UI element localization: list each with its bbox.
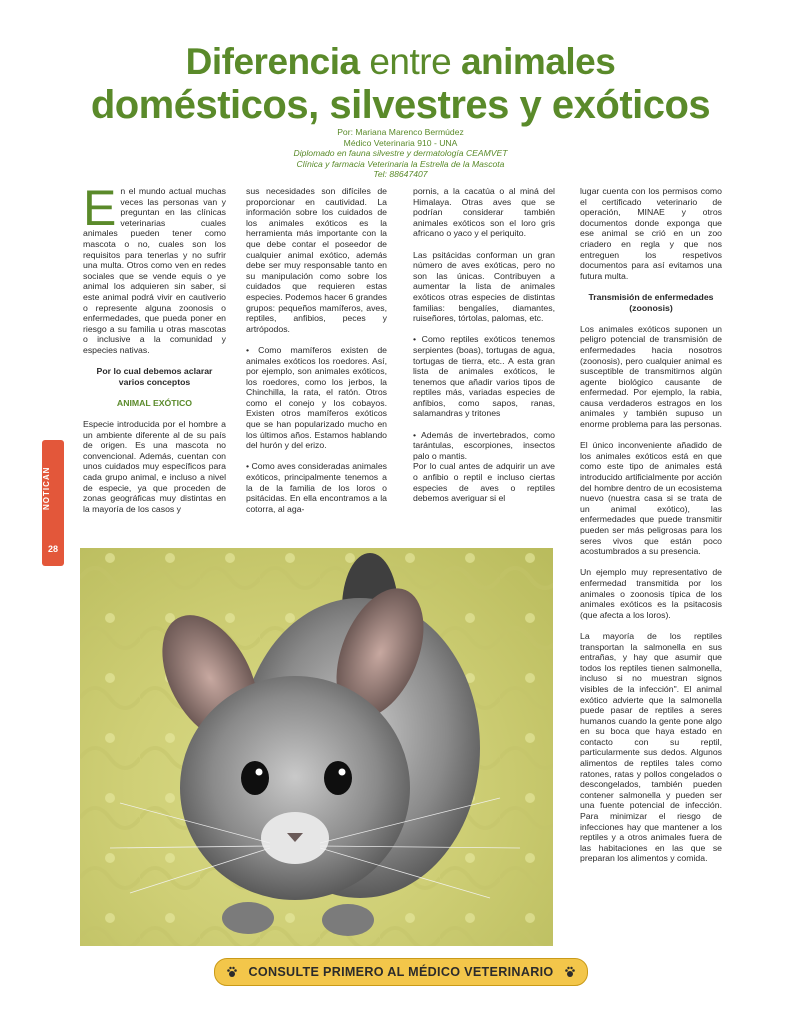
byline-credential: Médico Veterinaria 910 - UNA [343, 137, 458, 148]
byline-clinic: Clínica y farmacia Veterinaria la Estrella de la Mascota [296, 158, 505, 169]
byline-author: Por: Mariana Marenco Bermúdez [337, 127, 464, 137]
col4-paragraph-3: El único inconveniente añadido de los animales exóticos está en que como este tipo de animales está introducido artificialmente por acción del hombre dentro de un ecosistema nuevo (nuestra casa si se trata de un animal exótico), las enfermedades que puede transmitir pueden ser más peligrosas para los seres vivos que están poco acostumbrados a su presencia. [580, 440, 722, 557]
article-column-3 [413, 186, 555, 514]
col4-paragraph-1: lugar cuenta con los permisos como el certificado veterinario de operación, MINAE y otros documentos donde exponga que ese animal se crió en un zoo criadero en regla y que nos entreguen los respetivos documentos para así evitamos una futura multa. [580, 186, 722, 281]
col2-paragraph-birds: • Como aves consideradas animales exóticos, principalmente tenemos a la de la familia de los loros o psitácidas. En ella encontramos a la cotorra, al aga- [246, 461, 387, 514]
intro-text: n el mundo actual muchas veces las personas van y preguntan en las clínicas veterinarias cuales animales pueden tener como mascota o no, cuales son los requisitos para tenerlas y no sufrir una multa. Otros como ven en redes sociales que se vende equis o ye animal los adquieren sin saber, si este animal podrá vivir en cautiverio o represente alguna zoonosis o enfermedades, que pueda poner en riesgo a su familia u otras mascotas o inclusive a la comunidad y especies nativas. [83, 186, 226, 355]
subhead-concepts: Por lo cual debemos aclarar varios conceptos [96, 366, 213, 387]
definition-paragraph: Especie introducida por el hombre a un ambiente diferente al de su país de origen. Es una mascota no convencional. Además, cuentan con unos cuidados muy específicos para cada grupo animal, e incluso a nivel de especie, ya que proceden de zonas geográficas muy distintas en la mayoría de los casos y [83, 419, 226, 514]
article-column-2 [246, 186, 387, 525]
title-word-entre: entre [369, 41, 452, 82]
section-heading-animal-exotico: ANIMAL EXÓTICO [116, 397, 193, 408]
col3-paragraph-1: pornis, a la cacatúa o al miná del Himalaya. Otras aves que se podrían considerar también animales exóticos son el loro gris africano o yaco y el periquito. [413, 186, 555, 239]
magazine-brand: NOTICAN [42, 466, 51, 510]
col3-paragraph-psitacidas: Las psitácidas conforman un gran número de aves exóticas, pero no son las únicas. Contribuyen a aumentar la lista de animales exóticos otras especies de distintas familias: bengalíes, diamantes, ruiseñores, tórtolas, palomas, etc. [413, 249, 555, 324]
footer-banner [214, 958, 588, 986]
subhead-zoonosis: Transmisión de enfermedades (zoonosis) [588, 291, 714, 313]
chinchilla-photo [80, 548, 553, 946]
title-word-diferencia: Diferencia [185, 41, 360, 82]
col4-paragraph-5: La mayoría de los reptiles transportan la salmonella en sus entrañas, y hay que asumir que todos los reptiles tienen salmonella, incluso si no muestran signos visibles de la infección". El animal exótico advierte que la salmonella puede pasar de reptiles a seres humanos cuando la gente pone algo en su boca que haya estado en contacto con su reptil, particularmente sus dedos. Algunos alimentos de reptiles tales como ratones, ratas y pollos congelados o descongelados, también pueden contener salmonella y pueden ser una fuente potencial de infección. Para minimizar el riesgo de infecciones hay que mantener a los reptiles y a otros animales fuera de las habitaciones en las que se preparan los alimentos y comida. [580, 630, 722, 864]
col4-paragraph-4: Un ejemplo muy representativo de enfermedad transmitida por los animales o zoonosis típica de los animales exóticos es la psitacosis (que afecta a los loros). [580, 567, 722, 620]
col3-paragraph-reptiles: • Como reptiles exóticos tenemos serpientes (boas), tortugas de agua, tortugas de tierra, etc.. A esta gran lista de animales exóticos, le tenemos que añadir varios tipos de reptiles más, variadas especies de anfibios, como sapos, ranas, salamandras y tritones [413, 334, 555, 419]
paw-icon [226, 966, 238, 978]
article-column-4 [580, 186, 722, 875]
col3-paragraph-invertebrates: • Además de invertebrados, como tarántulas, escorpiones, insectos palo o mantis. [413, 429, 555, 461]
footer-text: CONSULTE PRIMERO AL MÉDICO VETERINARIO [248, 965, 554, 979]
col2-paragraph-mammals: • Como mamíferos existen de animales exóticos los roedores. Así, por ejemplo, son animales exóticos, los roedores, como los jerbos, la Chinchilla, la rata, el ratón. Otros como el conejo y los cobayos. Existen otros mamíferos exóticos que se han popularizado mucho en los últimos años. Estamos hablando del hurón y del erizo. [246, 344, 387, 451]
article-title-line2: domésticos, silvestres y exóticos [90, 83, 711, 127]
col4-paragraph-2: Los animales exóticos suponen un peligro potencial de transmisión de enfermedades hacia nosotros (zoonosis), pero cualquier animal es susceptible de transmitirnos algún agente biológico causante de enfermedad. Por ejemplo, la rabia, causa verdaderos estragos en los animales y también supuso un enorme problema para las personas. [580, 323, 722, 430]
author-byline [0, 127, 801, 180]
col2-paragraph-1: sus necesidades son difíciles de proporcionar en cautividad. La información sobre los cuidados de los animales exóticos es la herramienta más importante con la que debe contar el poseedor de cualquier animal exótico, además debe ser muy responsable tanto en su manipulación como sobre los cuidados que requieren estas especies. Podemos hacer 6 grandes grupos: pequeños mamíferos, aves, reptiles, anfibios, peces y artrópodos. [246, 186, 388, 334]
drop-cap: E [83, 180, 117, 236]
byline-diploma: Diplomado en fauna silvestre y dermatología CEAMVET [293, 148, 508, 159]
page-number: 28 [47, 544, 58, 554]
byline-phone: Tel: 88647407 [373, 169, 428, 180]
article-column-1 [83, 180, 226, 525]
col3-paragraph-permits: Por lo cual antes de adquirir un ave o anfibio o reptil e incluso ciertas especies de aves o reptiles debemos averiguar si el [413, 461, 555, 504]
article-title-line1 [0, 40, 801, 84]
intro-paragraph [83, 180, 226, 356]
chinchilla-illustration [80, 548, 553, 946]
paw-icon [564, 966, 576, 978]
title-word-animales: animales [460, 41, 616, 82]
